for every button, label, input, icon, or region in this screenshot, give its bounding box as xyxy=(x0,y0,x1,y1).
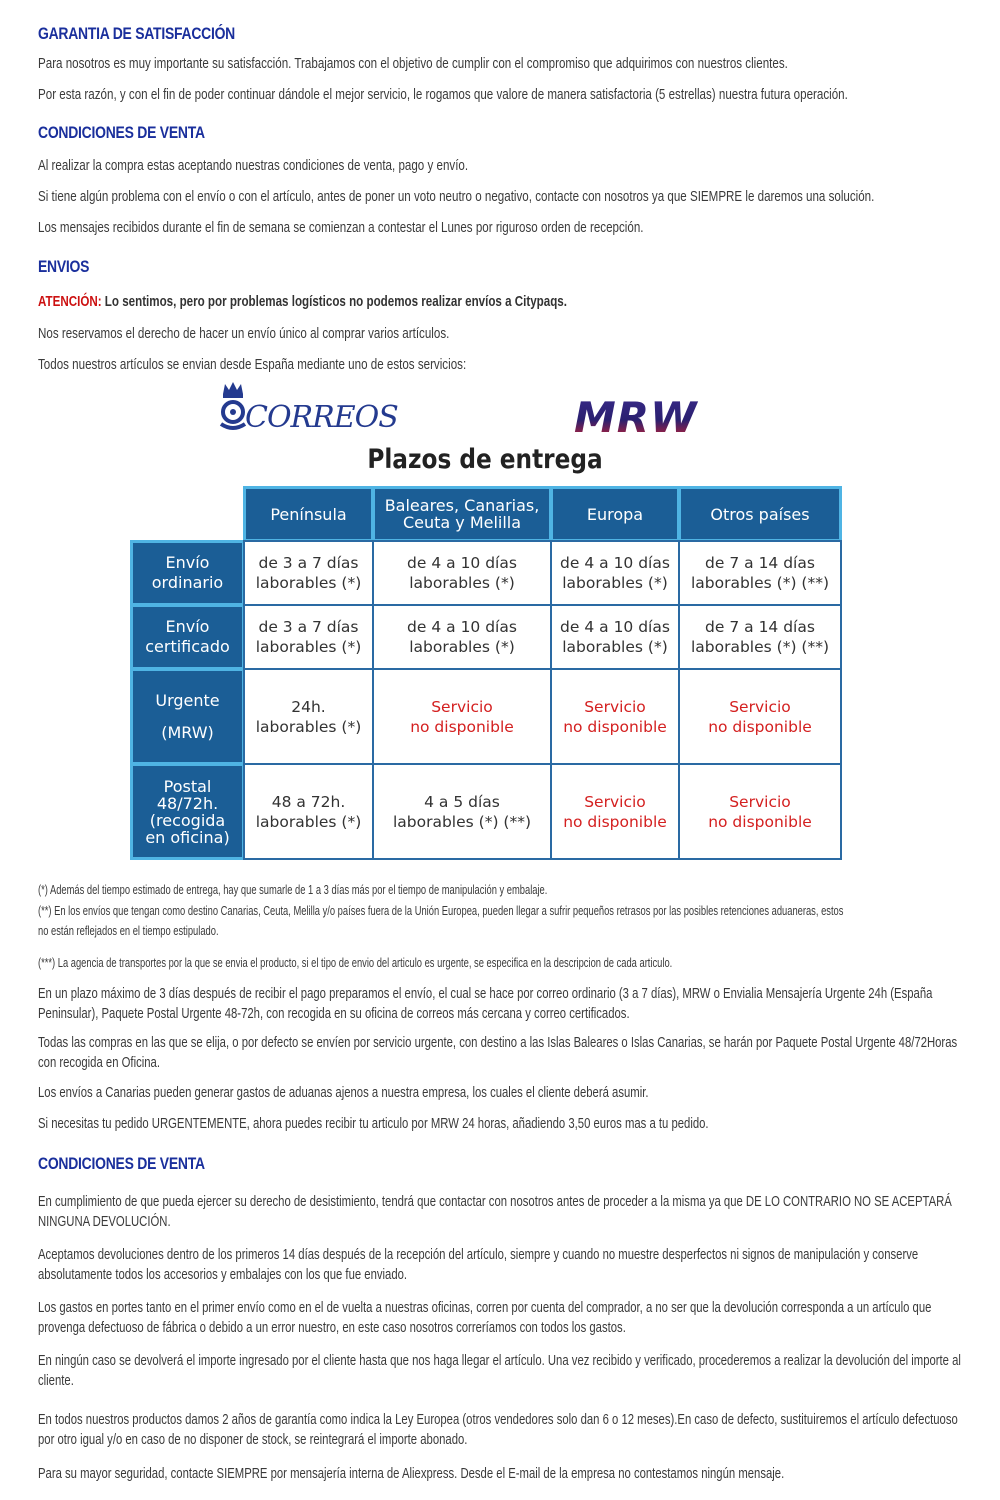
row-label-urgente xyxy=(130,668,245,765)
note-asterisk-3: (***) La agencia de transportes por la que se envia el producto, si el tipo de envio del articulo es urgente, se especifica en la descripcion de cada articulo. xyxy=(38,955,673,970)
row-label-line: 48/72h. xyxy=(156,793,219,813)
condiciones-paragraph-5: En todos nuestros productos damos 2 años de garantía como indica la Ley Europea (otros vendedores solo dan 6 o 12 meses).En caso de defecto, sustituiremos el artículo defectuoso por otro igual y/o en caso de no disponer de stock, se reintegrará el importe abonado. xyxy=(38,1412,958,1448)
delivery-table xyxy=(130,486,842,860)
shipping-paragraph-1: En un plazo máximo de 3 días después de recibir el pago preparamos el envío, el cual se hace por correo ordinario (3 a 7 días), MRW o Envialia Mensajería Urgente 24h (España Peninsular), Paquete Postal Urgente 48-72h, con recogida en su oficina de correos más cercana y correo certificados. xyxy=(38,986,933,1022)
table-cell xyxy=(550,604,680,670)
row-label-line: Postal xyxy=(163,776,212,796)
table-cell xyxy=(243,604,374,670)
cell-line: 4 a 5 días xyxy=(424,792,500,811)
condiciones-paragraph-4: En ningún caso se devolverá el importe ingresado por el cliente hasta que nos haga llegar el artículo. Una vez recibido y verificado, procederemos a realizar la devolución del importe al cliente. xyxy=(38,1353,961,1389)
cell-line: Servicio xyxy=(584,792,646,811)
condiciones-line-1: Al realizar la compra estas aceptando nuestras condiciones de venta, pago y envío. xyxy=(38,158,469,174)
cell-line: laborables (*) xyxy=(255,638,362,656)
condiciones-paragraph-3: Los gastos en portes tanto en el primer envío como en el de vuelta a nuestras oficinas, corren por cuenta del comprador, a no ser que la devolución corresponda a un artículo que provenga defectuoso de fábrica o debido a un error nuestro, en este caso nosotros correríamos con todos los gastos. xyxy=(38,1300,932,1336)
cell-line: laborables (*) xyxy=(562,574,668,592)
header-peninsula: Península xyxy=(243,486,374,542)
row-label-line: (MRW) xyxy=(161,722,214,742)
cell-line: no disponible xyxy=(410,717,514,736)
cell-line: de 7 a 14 días xyxy=(705,618,815,636)
cell-line: laborables (*) xyxy=(409,574,515,592)
cell-line: laborables (*) xyxy=(255,717,362,736)
table-cell xyxy=(678,604,842,670)
cell-line: Servicio xyxy=(584,697,646,716)
condiciones-venta-heading-2: CONDICIONES DE VENTA xyxy=(38,1154,205,1173)
row-label-line: Urgente xyxy=(155,690,220,710)
cell-line: no disponible xyxy=(708,717,812,736)
table-cell xyxy=(243,540,374,606)
cell-line: no disponible xyxy=(708,812,812,831)
cell-line: 48 a 72h. xyxy=(271,792,346,811)
table-cell-unavailable xyxy=(678,668,842,765)
cell-line: 24h. xyxy=(291,697,326,716)
table-cell xyxy=(372,540,552,606)
table-cell-unavailable xyxy=(550,668,680,765)
row-label-line: Envío xyxy=(165,617,210,636)
cell-line: Servicio xyxy=(431,697,493,716)
attention-label: ATENCIÓN: xyxy=(38,294,102,310)
cell-line: de 3 a 7 días xyxy=(258,618,359,636)
header-otros: Otros países xyxy=(678,486,842,542)
cell-line: de 4 a 10 días xyxy=(407,554,517,572)
condiciones-paragraph-6: Para su mayor seguridad, contacte SIEMPRE por mensajería interna de Aliexpress. Desde el E-mail de la empresa no contestamos ningún mensaje. xyxy=(38,1466,785,1482)
row-label-postal xyxy=(130,763,245,860)
cell-line: Servicio xyxy=(729,792,791,811)
cell-line: laborables (*) (**) xyxy=(690,638,830,656)
cell-line: no disponible xyxy=(563,812,667,831)
cell-line: Servicio xyxy=(729,697,791,716)
garantia-line-2: Por esta razón, y con el fin de poder continuar dándole el mejor servicio, le rogamos que valore de manera satisfactoria (5 estrellas) nuestra futura operación. xyxy=(38,87,848,103)
row-label-ordinario xyxy=(130,540,245,606)
note-asterisk-1: (*) Además del tiempo estimado de entrega, hay que sumarle de 1 a 3 días más por el tiempo de manipulación y embalaje. xyxy=(38,882,548,897)
table-cell xyxy=(678,540,842,606)
condiciones-paragraph-1: En cumplimiento de que pueda ejercer su derecho de desistimiento, tendrá que contactar con nosotros antes de proceder a la misma ya que DE LO CONTRARIO NO SE ACEPTARÁ NINGUNA DEVOLUCIÓN. xyxy=(38,1194,952,1230)
row-label-line: Envío xyxy=(165,553,210,572)
header-europa: Europa xyxy=(550,486,680,542)
table-cell xyxy=(550,540,680,606)
condiciones-heading: CONDICIONES DE VENTA xyxy=(38,123,205,142)
cell-line: laborables (*) xyxy=(255,812,362,831)
table-cell xyxy=(243,763,374,860)
row-label-line: certificado xyxy=(145,637,230,656)
note-asterisk-2: (**) En los envíos que tengan como destino Canarias, Ceuta, Melilla y/o países fuera de la Unión Europea, pueden llegar a sufrir pequeños retrasos por las posibles retenciones aduaneras, estos no están reflejados en el tiempo estipulado. xyxy=(38,903,844,938)
row-label-line: ordinario xyxy=(151,573,224,592)
row-label-line: en oficina) xyxy=(145,827,230,847)
svg-text:MRW: MRW xyxy=(574,396,698,438)
cell-line: laborables (*) xyxy=(562,638,668,656)
attention-text: Lo sentimos, pero por problemas logísticos no podemos realizar envíos a Citypaqs. xyxy=(101,294,567,310)
shipping-paragraph-2: Todas las compras en las que se elija, o por defecto se envíen por servicio urgente, con destino a las Islas Baleares o Islas Canarias, se harán por Paquete Postal Urgente 48/72Horas con recogida en Oficina. xyxy=(38,1035,958,1071)
cell-line: laborables (*) xyxy=(255,574,362,592)
mrw-wordmark xyxy=(570,396,770,438)
envios-heading: ENVIOS xyxy=(38,257,90,276)
cell-line: de 3 a 7 días xyxy=(258,554,359,572)
envios-line-1: Nos reservamos el derecho de hacer un envío único al comprar varios artículos. xyxy=(38,326,450,342)
row-label-line: (recogida xyxy=(149,810,226,830)
cell-line: de 7 a 14 días xyxy=(705,554,815,572)
garantia-line-1: Para nosotros es muy importante su satisfacción. Trabajamos con el objetivo de cumplir con el compromiso que adquirimos con nuestros clientes. xyxy=(38,56,788,72)
correos-wordmark: CORREOS xyxy=(245,400,398,435)
envios-line-2: Todos nuestros artículos se envian desde España mediante uno de estos servicios: xyxy=(38,357,467,373)
table-cell xyxy=(372,763,552,860)
condiciones-line-3: Los mensajes recibidos durante el fin de semana se comienzan a contestar el Lunes por riguroso orden de recepción. xyxy=(38,220,644,236)
cell-line: de 4 a 10 días xyxy=(560,618,670,636)
cell-line: laborables (*) (**) xyxy=(392,812,532,831)
table-cell xyxy=(372,604,552,670)
header-baleares: Baleares, Canarias, Ceuta y Melilla xyxy=(372,486,552,542)
cell-line: laborables (*) xyxy=(409,638,515,656)
attention-notice xyxy=(38,292,567,312)
row-label-certificado xyxy=(130,604,245,670)
table-cell-unavailable xyxy=(550,763,680,860)
condiciones-paragraph-2: Aceptamos devoluciones dentro de los primeros 14 días después de la recepción del artículo, siempre y cuando no muestre desperfectos ni signos de manipulación y conserve absolutamente todos los accesorios y embalajes con los que fue enviado. xyxy=(38,1247,919,1283)
cell-line: laborables (*) (**) xyxy=(690,574,830,592)
table-cell-unavailable xyxy=(678,763,842,860)
table-cell-unavailable xyxy=(372,668,552,765)
table-cell xyxy=(243,668,374,765)
correos-logo xyxy=(215,380,405,440)
cell-line: de 4 a 10 días xyxy=(560,554,670,572)
mrw-logo xyxy=(570,396,770,438)
cell-line: no disponible xyxy=(563,717,667,736)
delivery-table-title: Plazos de entrega xyxy=(367,444,603,475)
shipping-paragraph-4: Si necesitas tu pedido URGENTEMENTE, ahora puedes recibir tu articulo por MRW 24 horas, añadiendo 3,50 euros mas a tu pedido. xyxy=(38,1116,709,1132)
garantia-heading: GARANTIA DE SATISFACCIÓN xyxy=(38,24,236,43)
condiciones-line-2: Si tiene algún problema con el envío o con el artículo, antes de poner un voto neutro o negativo, contacte con nosotros ya que SIEMPRE le daremos una solución. xyxy=(38,189,875,205)
shipping-paragraph-3: Los envíos a Canarias pueden generar gastos de aduanas ajenos a nuestra empresa, los cuales el cliente deberá asumir. xyxy=(38,1085,649,1101)
cell-line: de 4 a 10 días xyxy=(407,618,517,636)
